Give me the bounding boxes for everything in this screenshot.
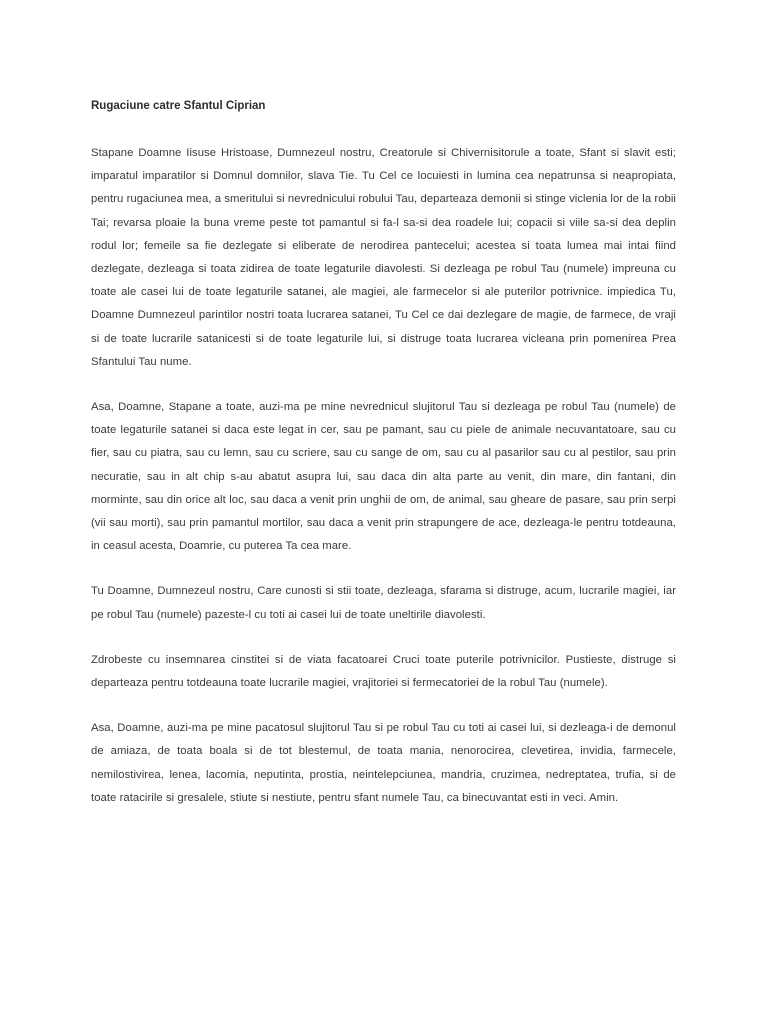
document-body <box>91 96 676 810</box>
paragraph-2: Asa, Doamne, Stapane a toate, auzi-ma pe mine nevrednicul slujitorul Tau si dezleaga pe robul Tau (numele) de toate legaturile satanei si daca este legat in cer, sau pe pamant, sau cu piele de animale necuvantatoare, sau cu fier, sau cu piatra, sau cu lemn, sau cu scriere, sau cu sange de om, sau cu al pasarilor sau cu al pestilor, sau prin necuratie, sau in alt chip s-au abatut asupra lui, sau daca din alta parte au venit, din mare, din fantani, din morminte, sau din orice alt loc, sau daca a venit prin unghii de om, de animal, sau gheare de pasare, sau prin serpi (vii sau morti), sau prin pamantul mortilor, sau daca a venit prin strapungere de ace, dezleaga-le pentru totdeauna, in ceasul acesta, Doamrie, cu puterea Ta cea mare. <box>91 401 676 553</box>
spacer <box>91 374 676 396</box>
spacer <box>91 558 676 580</box>
paragraph-5: Asa, Doamne, auzi-ma pe mine pacatosul slujitorul Tau si pe robul Tau cu toti ai casei lui, si dezleaga-i de demonul de amiaza, de toata boala si de tot blestemul, de toata mania, nenorocirea, clevetirea, invidia, farmecele, nemilostivirea, lenea, lacomia, neputinta, prostia, neintelepciunea, mandria, cruzimea, nedreptatea, trufia, si de toate ratacirile si gresalele, stiute si nestiute, pentru sfant numele Tau, ca binecuvantat esti in veci. Amin. <box>91 722 676 804</box>
spacer <box>91 695 676 717</box>
paragraph-4: Zdrobeste cu insemnarea cinstitei si de viata facatoarei Cruci toate puterile potrivnicilor. Pustieste, distruge si departeaza pentru totdeauna toate lucrarile magiei, vrajitoriei si fermecatoriei de la robul Tau (numele). <box>91 653 676 690</box>
paragraph-1: Stapane Doamne Iisuse Hristoase, Dumnezeul nostru, Creatorule si Chivernisitorule a toate, Sfant si slavit esti; imparatul imparatilor si Domnul domnilor, slava Tie. Tu Cel ce locuiesti in lumina cea nepatrunsa si neapropiata, pentru rugaciunea mea, a smeritului si nevrednicului robului Tau, departeaza demonii si stinge viclenia lor de la robii Tai; revarsa ploaie la buna vreme peste tot pamantul si fa-l sa-si dea roadele lui; copacii si viile sa-si dea deplin rodul lor; femeile sa fie dezlegate si eliberate de nerodirea pantecelui; acestea si toata lumea mai intai fiind dezlegate, dezleaga si toata zidirea de toate legaturile diavolesti. Si dezleaga pe robul Tau (numele) impreuna cu toate ale casei lui de toate legaturile satanei, ale magiei, ale farmecelor si ale puterilor potrivnice. impiedica Tu, Doamne Dumnezeul parintilor nostri toata lucrarea satanei, Tu Cel ce dai dezlegare de magie, de farmece, de vraji si de toate lucrarile satanicesti si de toate legaturile lui, si distruge toata lucrarea vicleana prin pomenirea Prea Sfantului Tau nume. <box>91 147 676 368</box>
document-title: Rugaciune catre Sfantul Ciprian <box>91 100 266 112</box>
spacer <box>91 116 676 142</box>
paragraph-3: Tu Doamne, Dumnezeul nostru, Care cunosti si stii toate, dezleaga, sfarama si distruge, acum, lucrarile magiei, iar pe robul Tau (numele) pazeste-l cu toti ai casei lui de toate uneltirile diavolesti. <box>91 585 676 621</box>
spacer <box>91 627 676 649</box>
